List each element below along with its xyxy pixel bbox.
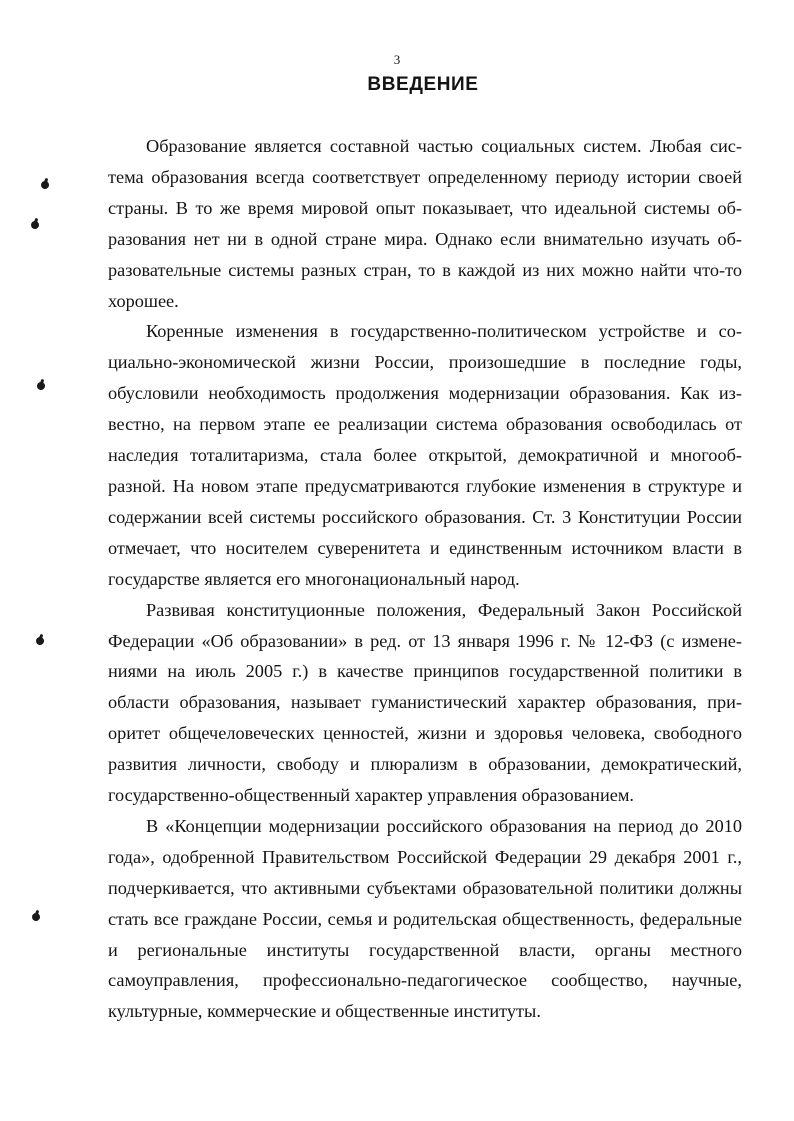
scan-mark-icon bbox=[35, 636, 45, 646]
page-number: 3 bbox=[393, 52, 401, 67]
paragraph-3: Развивая конституционные положения, Федеральный Закон Российской Федерации «Об образовании» в ред. от 13 января 1996 г. № 12-ФЗ (с изменениями на июль 2005 г.) в качестве принципов государственной политики в области образования, называет гуманистический характер образования, приоритет общечеловеческих ценностей, жизни и здоровья человека, свободного развития личности, свободу и плюрализм в образовании, демократический, государственно-общественный характер управления образованием. bbox=[108, 599, 742, 806]
paragraph-2: Коренные изменения в государственно-политическом устройстве и социально-экономической жизни России, произошедшие в последние годы, обусловили необходимость продолжения модернизации образования. Как известно, на первом этапе ее реализации система образования освободилась от наследия тоталитаризма, стала более открытой, демократичной и многообразной. На новом этапе предусматриваются глубокие изменения в структуре и содержании всей системы российского образования. Ст. 3 Конституции России отмечает, что носителем суверенитета и единственным источником власти в государстве является его многонациональный народ. bbox=[108, 321, 742, 589]
scan-mark-icon bbox=[40, 180, 50, 190]
paragraph-1: Образование является составной частью социальных систем. Любая система образования всегда соответствует определенному периоду истории своей страны. В то же время мировой опыт показывает, что идеальной системы образования нет ни в одной стране мира. Однако если внимательно изучать образовательные системы разных стран, то в каждой из них можно найти что-то хорошее. bbox=[108, 136, 742, 311]
page-title: ВВЕДЕНИЕ bbox=[367, 74, 479, 95]
scan-mark-icon bbox=[30, 220, 40, 230]
document-body bbox=[108, 131, 742, 1027]
scan-mark-icon bbox=[31, 912, 41, 922]
paragraph-4: В «Концепции модернизации российского образования на период до 2010 года», одобренной Правительством Российской Федерации 29 декабря 2001 г., подчеркивается, что активными субъектами образовательной политики должны стать все граждане России, семья и родительская общественность, федеральные и региональные институты государственной власти, органы местного самоуправления, профессионально-педагогическое сообщество, научные, культурные, коммерческие и общественные институты. bbox=[108, 815, 742, 1022]
scan-mark-icon bbox=[36, 381, 46, 391]
